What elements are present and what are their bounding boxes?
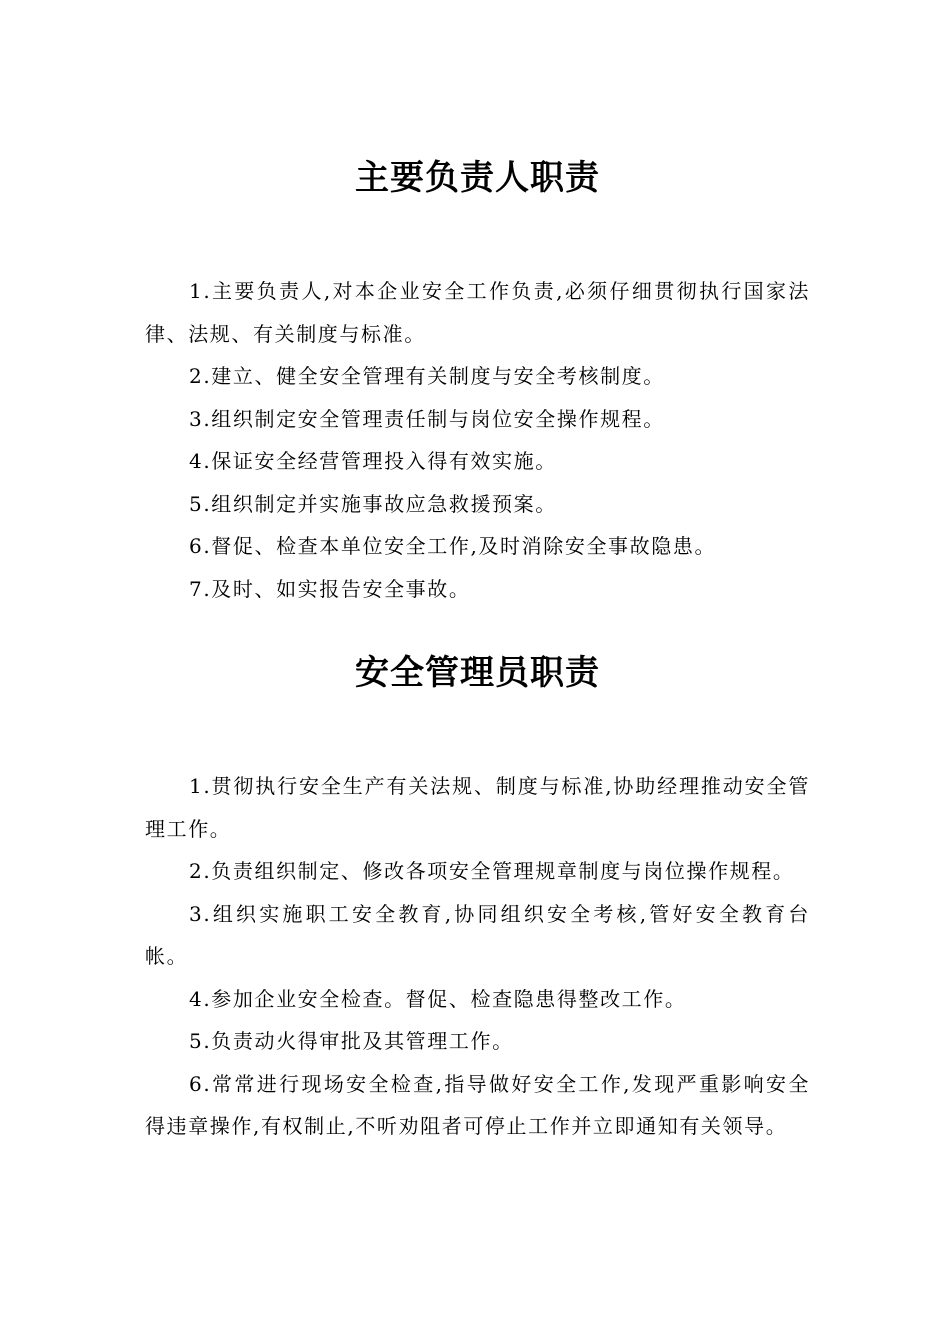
section-title: 主要负责人职责 [355, 158, 600, 198]
section-title: 安全管理员职责 [355, 653, 600, 693]
duty-item: 2.建立、健全安全管理有关制度与安全考核制度。 [189, 364, 665, 388]
duty-item: 5.负责动火得审批及其管理工作。 [189, 1029, 514, 1053]
duty-item: 7.及时、如实报告安全事故。 [189, 576, 471, 601]
duty-item: 3.组织实施职工安全教育,协同组织安全考核,管好安全教育台帐。 [145, 901, 810, 968]
duty-item: 6.常常进行现场安全检查,指导做好安全工作,发现严重影响安全得违章操作,有权制止,不听劝阻者可停止工作并立即通知有关领导。 [145, 1071, 810, 1138]
section-principal-duties [145, 150, 810, 610]
section-safety-officer-duties [145, 645, 810, 1148]
duty-item: 4.参加企业安全检查。督促、检查隐患得整改工作。 [189, 986, 687, 1011]
duty-item: 5.组织制定并实施事故应急救援预案。 [189, 491, 557, 516]
duty-item: 3.组织制定安全管理责任制与岗位安全操作规程。 [189, 406, 665, 431]
duty-item: 6.督促、检查本单位安全工作,及时消除安全事故隐患。 [189, 534, 717, 558]
duty-list [145, 765, 810, 1148]
duty-item: 2.负责组织制定、修改各项安全管理规章制度与岗位操作规程。 [189, 859, 795, 883]
duty-item: 1.主要负责人,对本企业安全工作负责,必须仔细贯彻执行国家法律、法规、有关制度与标准。 [145, 279, 810, 346]
duty-item: 1.贯彻执行安全生产有关法规、制度与标准,协助经理推动安全管理工作。 [145, 774, 810, 841]
duty-item: 4.保证安全经营管理投入得有效实施。 [189, 449, 557, 473]
duty-list [145, 270, 810, 610]
